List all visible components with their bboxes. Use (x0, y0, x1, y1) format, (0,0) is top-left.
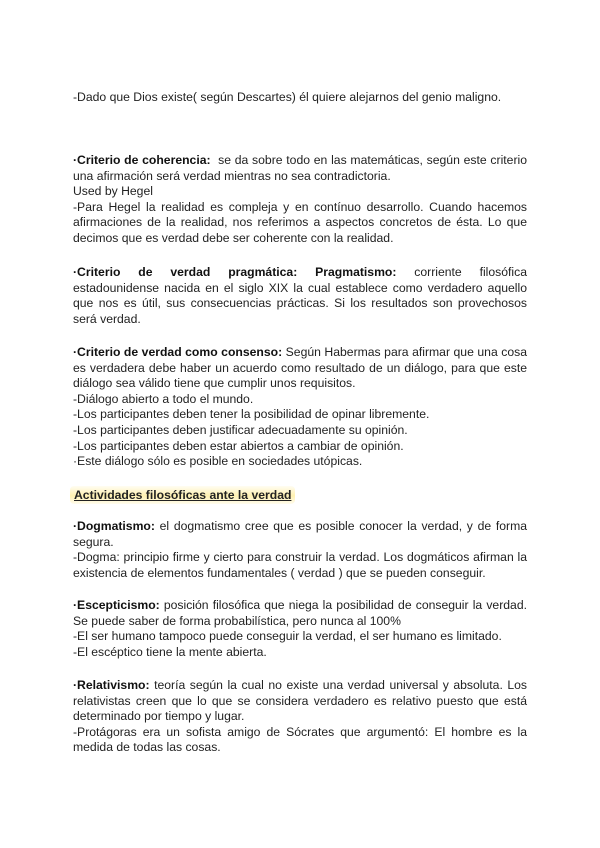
consenso-first-line (73, 345, 527, 361)
consenso-line: -Diálogo abierto a todo el mundo. (73, 391, 254, 406)
pragmatica-line: que nos es útil, sus consecuencias prácticas. Si los resultados son provechosos (73, 296, 527, 311)
relativismo-line: -Protágoras era un sofista amigo de Sócrates que argumentó: El hombre es la (73, 724, 527, 739)
pragmatica-line: será verdad. (73, 311, 141, 326)
pragmatica-title-c: verdad (170, 265, 211, 279)
escepticismo-section (73, 598, 527, 660)
coherencia-hegel-line: -Para Hegel la realidad es compleja y en contínuo desarrollo. Cuando hacemos (73, 199, 527, 214)
dogmatismo-line: -Dogma: principio firme y cierto para construir la verdad. Los dogmáticos afirman la (73, 550, 527, 565)
dogmatismo-line: existencia de elementos fundamentales ( verdad ) que se pueden conseguir. (73, 565, 486, 580)
relativismo-first-line (73, 678, 527, 694)
consenso-title: ·Criterio de verdad como consenso: (73, 345, 283, 359)
pragmatica-after: corriente (414, 265, 462, 279)
consenso-line: -Los participantes deben justificar adecuadamente su opinión. (73, 422, 408, 437)
pragmatica-line: estadounidense nacida en el siglo XIX la cual establece como verdadero aquello (73, 280, 527, 295)
relativismo-line: relativistas creen que lo que se considera verdadero es relativo puesto que está (73, 693, 527, 708)
coherencia-line1: se da sobre todo en las matemáticas, según este criterio (218, 153, 527, 167)
escepticismo-line: -El ser humano tampoco puede conseguir la verdad, el ser humano es limitado. (73, 629, 502, 644)
intro-text (73, 90, 527, 106)
dogmatismo-line: segura. (73, 534, 114, 549)
consenso-line: diálogo sea válido tiene que cumplir unos requisitos. (73, 376, 356, 391)
pragmatica-after2: filosófica (479, 265, 527, 279)
escepticismo-line1: posición filosófica que niega la posibilidad de conseguir la verdad. (163, 598, 527, 612)
relativismo-line1: teoría según la cual no existe una verdad universal y absoluta. Los (154, 678, 528, 692)
consenso-line1: Según Habermas para afirmar que una cosa (285, 345, 527, 359)
dogmatismo-first-line (73, 519, 527, 535)
consenso-line: -Los participantes deben estar abiertos a cambiar de opinión. (73, 438, 404, 453)
pragmatica-title-a: ·Criterio (73, 265, 121, 279)
pragmatica-section (73, 265, 527, 327)
coherencia-first-line (73, 153, 527, 169)
dogmatismo-section (73, 519, 527, 581)
consenso-line: ·Este diálogo sólo es posible en sociedades utópicas. (73, 454, 363, 469)
coherencia-line2: una afirmación será verdad mientras no sea contradictoria. (73, 168, 391, 183)
pragmatica-subtitle: Pragmatismo: (315, 265, 397, 279)
escepticismo-title: ·Escepticismo: (73, 598, 160, 612)
intro-line: -Dado que Dios existe( según Descartes) él quiere alejarnos del genio maligno. (73, 90, 502, 104)
coherencia-title: ·Criterio de coherencia: (73, 153, 211, 167)
consenso-section (73, 345, 527, 470)
dogmatismo-title: ·Dogmatismo: (73, 519, 155, 533)
consenso-line: -Los participantes deben tener la posibilidad de opinar libremente. (73, 407, 430, 422)
actividades-heading: Actividades filosóficas ante la verdad (70, 486, 295, 504)
consenso-line: es verdadera debe haber un acuerdo como resultado de un diálogo, para que este (73, 360, 527, 375)
coherencia-hegel-line: decimos que es verdad debe ser coherente con la realidad. (73, 230, 394, 245)
coherencia-section (73, 153, 527, 247)
relativismo-line: medida de todas las cosas. (73, 740, 221, 755)
pragmatica-first-line (73, 265, 527, 281)
coherencia-used-by: Used by Hegel (73, 184, 153, 199)
escepticismo-line: -El escéptico tiene la mente abierta. (73, 644, 267, 659)
coherencia-hegel-line: afirmaciones de la realidad, nos referimos a aspectos concretos de ésta. Lo que (73, 215, 527, 230)
pragmatica-title-d: pragmática: (228, 265, 298, 279)
dogmatismo-line1: el dogmatismo cree que es posible conocer la verdad, y de forma (159, 519, 527, 533)
escepticismo-line: Se puede saber de forma probabilística, pero nunca al 100% (73, 613, 401, 628)
relativismo-section (73, 678, 527, 756)
escepticismo-first-line (73, 598, 527, 614)
relativismo-line: determinado por tiempo y lugar. (73, 709, 245, 724)
pragmatica-title-b: de (138, 265, 153, 279)
relativismo-title: ·Relativismo: (73, 678, 150, 692)
